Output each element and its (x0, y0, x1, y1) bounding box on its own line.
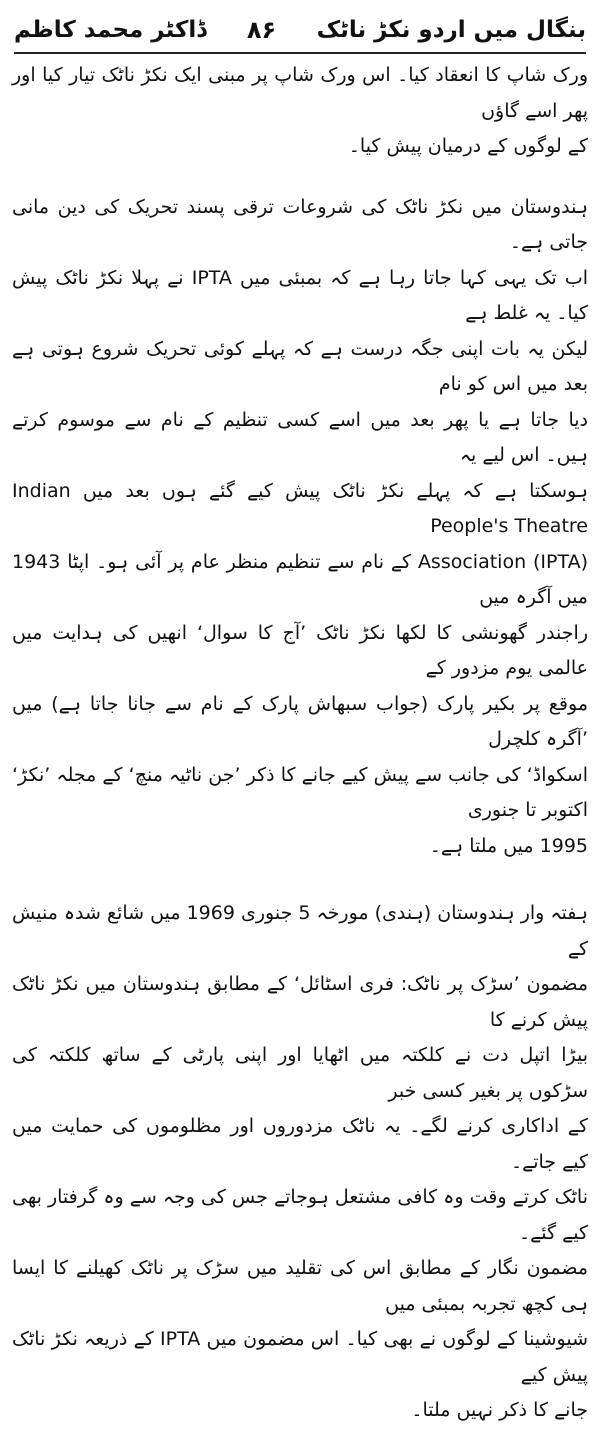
book-title: بنگال میں اردو نکڑ ناٹک (316, 17, 586, 43)
text-line: ہندوستان میں نکڑ ناٹک کی شروعات ترقی پسند تحریک کی دین مانی جاتی ہے۔ (12, 195, 588, 253)
text-line: موقع پر بکیر پارک (جواب سبھاش پارک کے نام سے جانا جاتا ہے) میں ’آگرہ کلچرل (12, 692, 588, 750)
text-line: ہوسکتا ہے کہ پہلے نکڑ ناٹک پیش کیے گئے ہوں بعد میں Indian People's Theatre (12, 479, 588, 537)
text-line: بیڑا اتپل دت نے کلکتہ میں اٹھایا اور اپنی پارٹی کے ساتھ کلکتہ کی سڑکوں پر بغیر کسی خبر (12, 1044, 588, 1102)
text-line: اسکواڈ‘ کی جانب سے پیش کیے جانے کا ذکر ’جن ناٹیہ منچ‘ کے مجلہ ’نکڑ‘ اکتوبر تا جنوری (12, 763, 588, 821)
text-line: Association (IPTA) کے نام سے تنظیم منظر عام پر آئی ہو۔ اپٹا 1943 میں آگرہ میں (12, 550, 588, 608)
text-line: 1995 میں ملتا ہے۔ (429, 834, 588, 857)
text-line: مضمون ’سڑک پر ناٹک: فری اسٹائل‘ کے مطابق ہندوستان میں نکڑ ناٹک پیش کرنے کا (12, 973, 588, 1031)
text-line: شیوشینا کے لوگوں نے بھی کیا۔ اس مضمون میں IPTA کے ذریعہ نکڑ ناٹک پیش کیے (12, 1328, 588, 1386)
text-line: دیا جاتا ہے یا پھر بعد میں اسے کسی تنظیم کے نام سے موسوم کرتے ہیں۔ اس لیے یہ (12, 408, 588, 466)
text-line: اب تک یہی کہا جاتا رہا ہے کہ بمبئی میں IPTA نے پہلا نکڑ ناٹک پیش کیا۔ یہ غلط ہے (12, 266, 588, 324)
text-line: کے لوگوں کے درمیان پیش کیا۔ (348, 135, 588, 157)
page-body (12, 58, 588, 1429)
paragraph-3 (12, 896, 588, 1429)
text-line: لیکن یہ بات اپنی جگہ درست ہے کہ پہلے کوئی تحریک شروع ہوتی ہے بعد میں اس کو نام (12, 337, 588, 395)
page-header (14, 8, 586, 54)
paragraph-1 (12, 58, 588, 165)
page-number: ۸۶ (246, 16, 277, 44)
text-line: ہفتہ وار ہندوستان (ہندی) مورخہ 5 جنوری 1969 میں شائع شدہ منیش کے (12, 902, 588, 960)
text-line: جانے کا ذکر نہیں ملتا۔ (411, 1399, 588, 1421)
text-line: مضمون نگار کے مطابق اس کی تقلید میں سڑک پر ناٹک کھیلنے کا ایسا ہی کچھ تجربہ بمبئی میں (12, 1257, 588, 1315)
text-line: ورک شاپ کا انعقاد کیا۔ اس ورک شاپ پر مبنی ایک نکڑ ناٹک تیار کیا اور پھر اسے گاؤں (12, 64, 588, 122)
author-name: ڈاکٹر محمد کاظم (14, 17, 207, 43)
text-line: کے اداکاری کرنے لگے۔ یہ ناٹک مزدوروں اور مظلوموں کی حمایت میں کیے جاتے۔ (12, 1115, 588, 1173)
text-line: ناٹک کرتے وقت وہ کافی مشتعل ہوجاتے جس کی وجہ سے وہ گرفتار بھی کیے گئے۔ (12, 1186, 588, 1244)
paragraph-2 (12, 190, 588, 865)
text-line: راجندر گھونشی کا لکھا نکڑ ناٹک ’آج کا سوال‘ انھیں کی ہدایت میں عالمی یوم مزدور کے (12, 621, 588, 679)
